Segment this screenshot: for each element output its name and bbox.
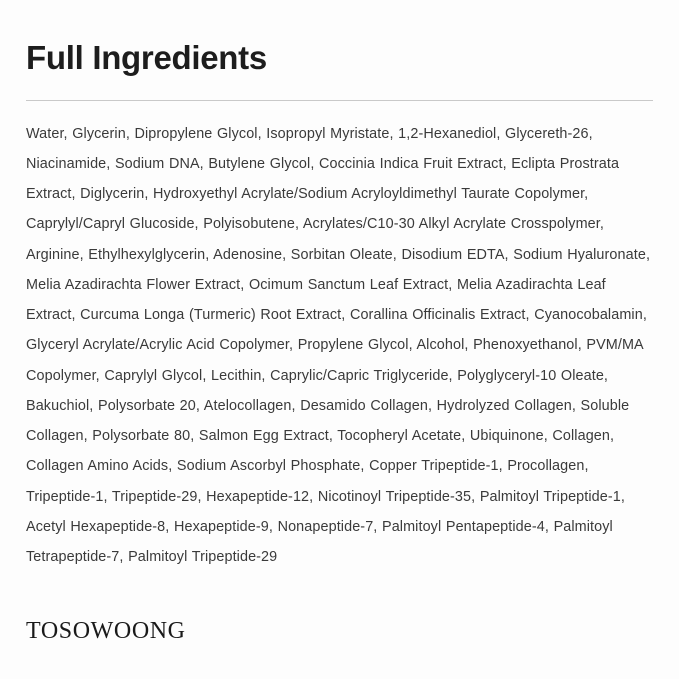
ingredients-list-text: Water, Glycerin, Dipropylene Glycol, Isopropyl Myristate, 1,2-Hexanediol, Glycereth-26, Niacinamide, Sodium DNA, Butylene Glycol, Coccinia Indica Fruit Extract, Eclipta Prostrata Extract, Diglycerin, Hydroxyethyl Acrylate/Sodium Acryloyldimethyl Taurate Copolymer, Caprylyl/Capryl Glucoside, Polyisobutene, Acrylates/C10-30 Alkyl Acrylate Crosspolymer, Arginine, Ethylhexylglycerin, Adenosine, Sorbitan Oleate, Disodium EDTA, Sodium Hyaluronate, Melia Azadirachta Flower Extract, Ocimum Sanctum Leaf Extract, Melia Azadirachta Leaf Extract, Curcuma Longa (Turmeric) Root Extract, Corallina Officinalis Extract, Cyanocobalamin, Glyceryl Acrylate/Acrylic Acid Copolymer, Propylene Glycol, Alcohol, Phenoxyethanol, PVM/MA Copolymer, Caprylyl Glycol, Lecithin, Caprylic/Capric Triglyceride, Polyglyceryl-10 Oleate, Bakuchiol, Polysorbate 20, Atelocollagen, Desamido Collagen, Hydrolyzed Collagen, Soluble Collagen, Polysorbate 80, Salmon Egg Extract, Tocopheryl Acetate, Ubiquinone, Collagen, Collagen Amino Acids, Sodium Ascorbyl Phosphate, Copper Tripeptide-1, Procollagen, Tripeptide-1, Tripeptide-29, Hexapeptide-12, Nicotinoyl Tripeptide-35, Palmitoyl Tripeptide-1, Acetyl Hexapeptide-8, Hexapeptide-9, Nonapeptide-7, Palmitoyl Pentapeptide-4, Palmitoyl Tetrapeptide-7, Palmitoyl Tripeptide-29 <box>26 125 651 566</box>
page-title: Full Ingredients <box>26 39 267 76</box>
brand-wordmark: TOSOWOONG <box>26 618 186 644</box>
title-divider <box>26 100 653 101</box>
